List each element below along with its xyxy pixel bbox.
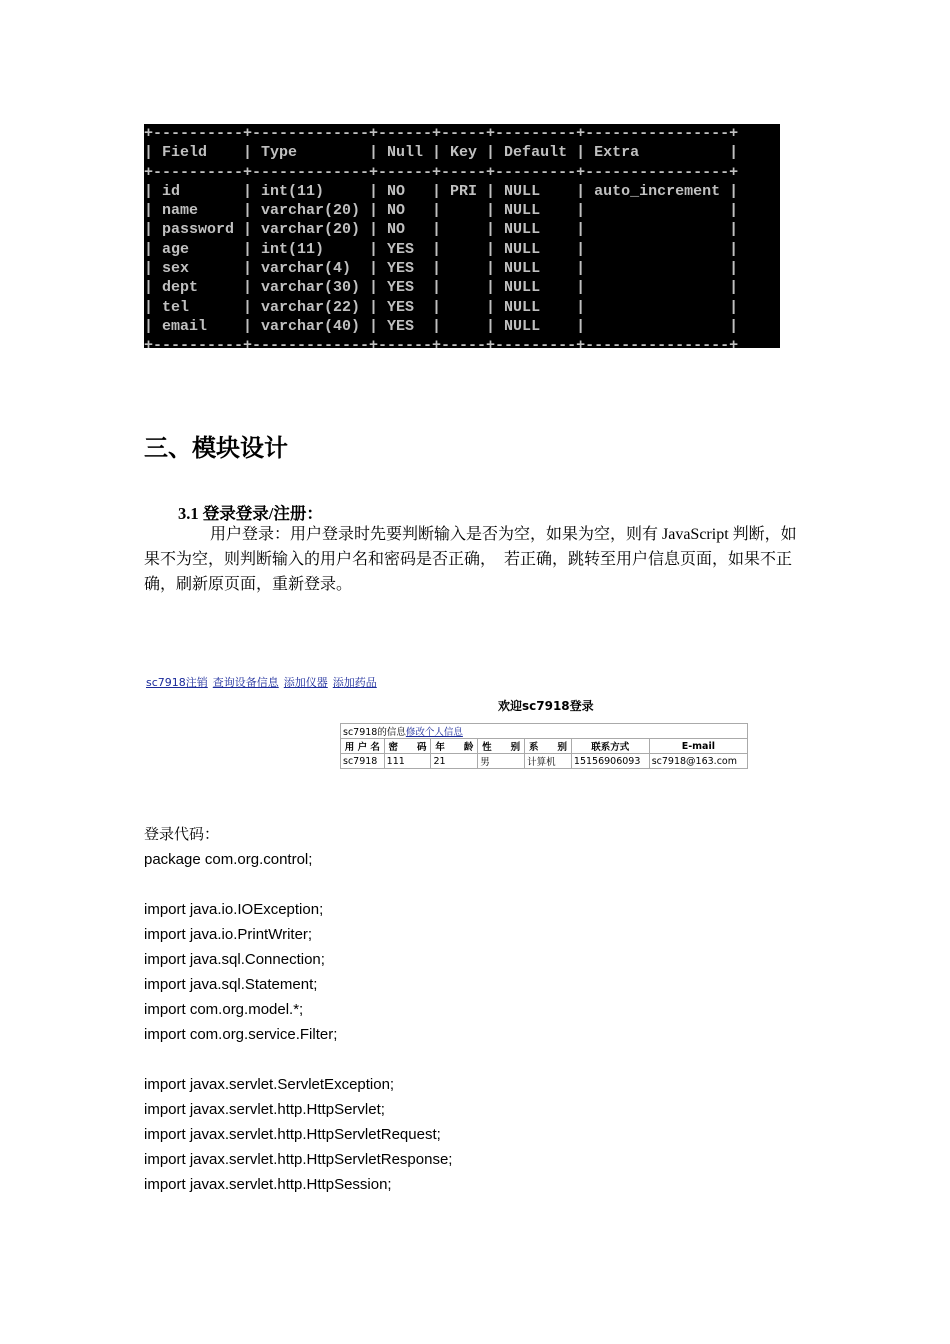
subsection-heading: 3.1 登录登录/注册： [178,504,323,523]
code-line: import java.sql.Connection; [144,951,325,968]
screenshot-nav [146,674,382,690]
nav-link-logout[interactable]: sc7918注销 [146,676,208,689]
nav-link-add-instrument[interactable]: 添加仪器 [283,676,328,689]
table-row [341,754,748,769]
code-line: import java.io.IOException; [144,901,324,918]
code-line: import com.org.service.Filter; [144,1026,338,1043]
cell: sc7918 [341,754,385,769]
code-line: import com.org.model.*; [144,1001,304,1018]
cell: sc7918@163.com [649,754,747,769]
code-line [144,872,452,897]
header-cell: 性 别 [478,739,525,754]
code-line: import java.io.PrintWriter; [144,926,313,943]
mysql-describe-screenshot [144,124,780,355]
section-heading: 三、模块设计 [144,436,288,462]
header-cell: E-mail [649,739,747,754]
code-line: package com.org.control; [144,851,313,868]
cell: 男 [478,754,525,769]
table-caption: sc7918的信息修改个人信息 [341,724,748,739]
header-cell: 年 龄 [431,739,478,754]
code-line: import javax.servlet.http.HttpServletResponse; [144,1151,453,1168]
code-label: 登录代码： [144,826,220,843]
header-cell: 密 码 [384,739,431,754]
edit-profile-link[interactable]: 修改个人信息 [405,727,463,738]
code-line: import javax.servlet.http.HttpServlet; [144,1101,385,1118]
paragraph-text: 用户登录：用户登录时先要判断输入是否为空，如果为空，则有 JavaScript 判断，如果不为空，则判断输入的用户名和密码是否正确， 若正确，跳转至用户信息页面，如果不正确，刷新原页面，重新登录。 [144,526,797,593]
cell: 21 [431,754,478,769]
code-line: import javax.servlet.ServletException; [144,1076,395,1093]
cell: 15156906093 [571,754,649,769]
code-listing [144,822,452,1197]
cell: 计算机 [525,754,572,769]
nav-link-query-devices[interactable]: 查询设备信息 [212,676,279,689]
code-line: import javax.servlet.http.HttpSession; [144,1176,392,1193]
user-info-table [340,723,748,769]
body-paragraph [144,522,809,597]
table-caption-row [341,724,748,739]
console-output: +----------+-------------+------+-----+---------+----------------+ | Field | Type | Null | Key | Default | Extra | +----------+-------------+------+-----+---------+----------------+ | id | int(11) | NO | PRI | NULL | auto_increment | | name | varchar(20) | NO | | NULL | | | password | varchar(20) | NO | | NULL | | | age | int(11) | YES | | NULL | | | sex | varchar(4) | YES | | NULL | | | dept | varchar(30) | YES | | NULL | | | tel | varchar(22) | YES | | NULL | | | email | varchar(40) | YES | | NULL | | +----------+-------------+------+-----+---------+----------------+ [144,125,739,355]
header-cell: 系 别 [525,739,572,754]
code-line: import java.sql.Statement; [144,976,318,993]
header-cell: 用 户 名 [341,739,385,754]
cell: 111 [384,754,431,769]
header-cell: 联系方式 [571,739,649,754]
nav-link-add-medicine[interactable]: 添加药品 [332,676,377,689]
welcome-text: 欢迎sc7918登录 [498,699,594,713]
table-header-row [341,739,748,754]
code-line [144,1047,452,1072]
code-line: import javax.servlet.http.HttpServletRequest; [144,1126,441,1143]
